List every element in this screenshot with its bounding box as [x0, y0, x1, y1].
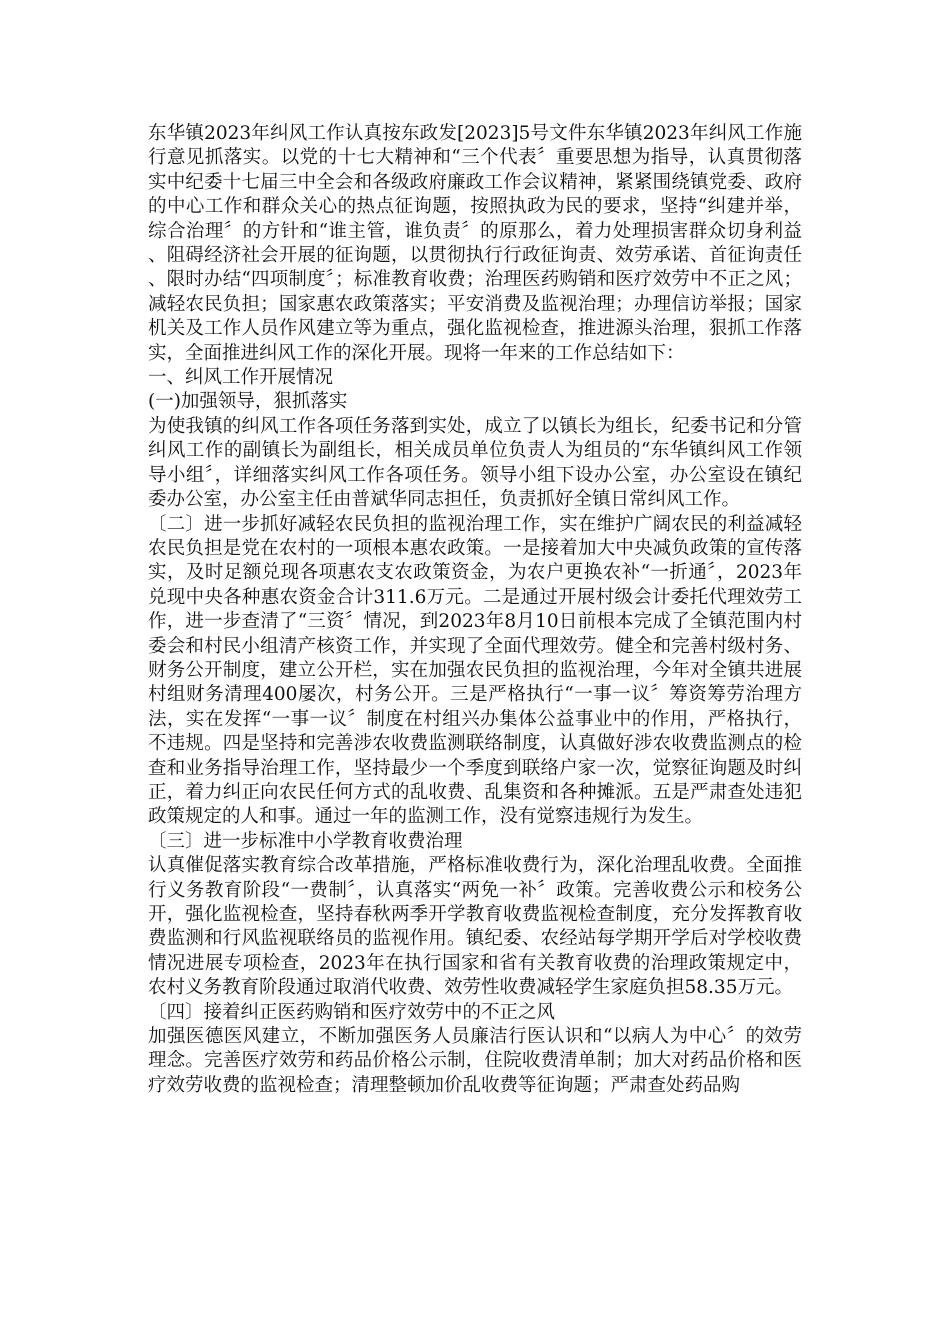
document-body	[148, 122, 802, 1098]
subsection-2-paragraph: 〔二〕进一步抓好减轻农民负担的监视治理工作，实在维护广阔农民的利益减轻农民负担是党在农村的一项根本惠农政策。一是接着加大中央减负政策的宣传落实，及时足额兑现各项惠农支农政策资金，为农户更换农补“一折通〞，2023年兑现中央各种惠农资金合计311.6万元。二是通过开展村级会计委托代理效劳工作，进一步查清了“三资〞情况，到2023年8月10日前根本完成了全镇范围内村委会和村民小组清产核资工作，并实现了全面代理效劳。健全和完善村级村务、财务公开制度，建立公开栏，实在加强农民负担的监视治理，今年对全镇共进展村组财务清理400屡次，村务公开。三是严格执行“一事一议〞筹资筹劳治理方法，实在发挥“一事一议〞制度在村组兴办集体公益事业中的作用，严格执行，不违规。四是坚持和完善涉农收费监测联络制度，认真做好涉农收费监测点的检查和业务指导治理工作，坚持最少一个季度到联络户家一次，觉察征询题及时纠正，着力纠正向农民任何方式的乱收费、乱集资和各种摊派。五是严肃查处违犯政策规定的人和事。通过一年的监测工作，没有觉察违规行为发生。	[148, 513, 802, 828]
subsection-heading-3: 〔三〕进一步标准中小学教育收费治理	[148, 830, 463, 852]
subsection-heading-1: (一)加强领导，狠抓落实	[148, 391, 348, 413]
subsection-heading-4: 〔四〕接着纠正医药购销和医疗效劳中的不正之风	[148, 1001, 556, 1023]
subsection-4-paragraph: 加强医德医风建立，不断加强医务人员廉洁行医认识和“以病人为中心〞的效劳理念。完善医疗效劳和药品价格公示制，住院收费清单制；加大对药品价格和医疗效劳收费的监视检查；清理整顿加价乱收费等征询题；严肃查处药品购	[148, 1026, 802, 1096]
intro-paragraph: 东华镇2023年纠风工作认真按东政发[2023]5号文件东华镇2023年纠风工作施行意见抓落实。以党的十七大精神和“三个代表〞重要思想为指导，认真贯彻落实中纪委十七届三中全会和各级政府廉政工作会议精神，紧紧围绕镇党委、政府的中心工作和群众关心的热点征询题，按照执政为民的要求，坚持“纠建并举，综合治理〞的方针和“谁主管，谁负责〞的原那么，着力处理损害群众切身利益、阻碍经济社会开展的征询题，以贯彻执行行政征询责、效劳承诺、首征询责任、限时办结“四项制度〞；标准教育收费；治理医药购销和医疗效劳中不正之风；减轻农民负担；国家惠农政策落实；平安消费及监视治理；办理信访举报；国家机关及工作人员作风建立等为重点，强化监视检查，推进源头治理，狠抓工作落实，全面推进纠风工作的深化开展。现将一年来的工作总结如下：	[148, 123, 802, 364]
subsection-3-paragraph: 认真催促落实教育综合改革措施，严格标准收费行为，深化治理乱收费。全面推行义务教育阶段“一费制〞，认真落实“两免一补〞政策。完善收费公示和校务公开，强化监视检查，坚持春秋两季开学教育收费监视检查制度，充分发挥教育收费监测和行风监视联络员的监视作用。镇纪委、农经站每学期开学后对学校收费情况进展专项检查，2023年在执行国家和省有关教育收费的治理政策规定中，农村义务教育阶段通过取消代收费、效劳性收费减轻学生家庭负担58.35万元。	[148, 855, 802, 999]
section-heading-1: 一、纠风工作开展情况	[148, 367, 334, 389]
subsection-1-paragraph: 为使我镇的纠风工作各项任务落到实处，成立了以镇长为组长，纪委书记和分管纠风工作的副镇长为副组长，相关成员单位负责人为组员的“东华镇纠风工作领导小组〞，详细落实纠风工作各项任务。领导小组下设办公室，办公室设在镇纪委办公室，办公室主任由普斌华同志担任，负责抓好全镇日常纠风工作。	[148, 415, 802, 511]
